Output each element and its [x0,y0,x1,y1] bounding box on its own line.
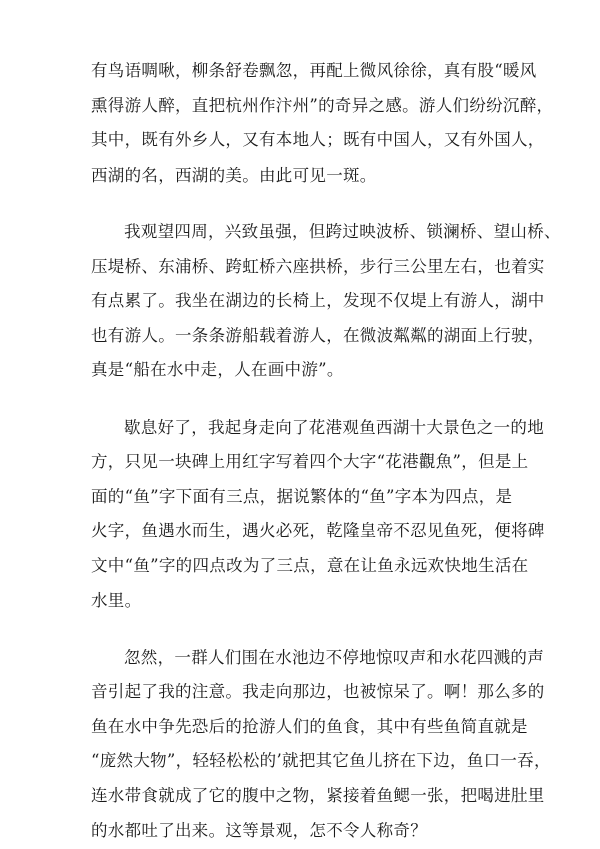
text-line: 方，只见一块碑上用红字写着四个大字“花港觀魚”，但是上 [91,452,529,471]
text-line: 文中“鱼”字的四点改为了三点，意在让鱼永远欢快地生活在 [91,556,529,575]
text-line: 西湖的名，西湖的美。由此可见一斑。 [91,166,377,185]
text-line: 水里。 [91,591,142,610]
text-line: 熏得游人醉，直把杭州作汴州”的奇异之感。游人们纷纷沉醉， [91,96,554,115]
text-line: 其中，既有外乡人，又有本地人；既有中国人，又有外国人， [91,130,545,149]
text-line: “庞然大物”，轻轻松松的’就把其它鱼儿挤在下边，鱼口一吞， [91,751,551,770]
text-line: 也有游人。一条条游船载着游人，在微波粼粼的湖面上行驶， [91,326,545,345]
text-line: 音引起了我的注意。我走向那边，也被惊呆了。啊！那么多的 [91,682,545,701]
text-line: 真是“船在水中走，人在画中游”。 [91,360,344,379]
text-line: 的水都吐了出来。这等景观，怎不令人称奇？ [91,821,427,840]
text-line: 有点累了。我坐在湖边的长椅上，发现不仅堤上有游人，湖中 [91,291,545,310]
text-line: 有鸟语啁啾，柳条舒卷飘忽，再配上微风徐徐，真有股“暖风 [91,61,537,80]
text-line: 我观望四周，兴致虽强，但跨过映波桥、锁澜桥、望山桥、 [124,222,561,241]
text-line: 歇息好了，我起身走向了花港观鱼西湖十大景色之一的地 [124,418,544,437]
text-line: 鱼在水中争先恐后的抢游人们的鱼食，其中有些鱼简直就是 [91,717,528,736]
text-line: 面的“鱼”字下面有三点，据说繁体的“鱼”字本为四点，是 [91,487,513,506]
text-line: 忽然，一群人们围在水池边不停地惊叹声和水花四溅的声 [124,648,544,667]
text-line: 火字，鱼遇水而生，遇火必死，乾隆皇帝不忍见鱼死，便将碑 [91,521,545,540]
text-line: 压堤桥、东浦桥、跨虹桥六座拱桥，步行三公里左右，也着实 [91,257,545,276]
text-line: 连水带食就成了它的腹中之物，紧接着鱼鳃一张，把喝进肚里 [91,786,545,805]
